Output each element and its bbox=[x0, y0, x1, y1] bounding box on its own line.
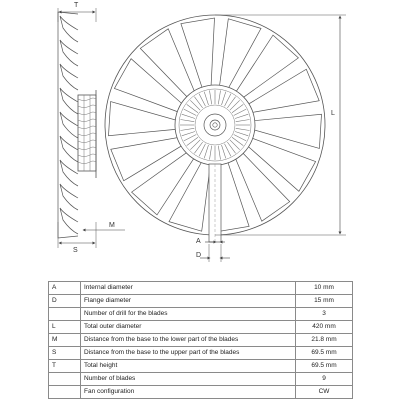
table-row bbox=[49, 295, 353, 308]
spec-symbol: T bbox=[49, 360, 81, 373]
side-blade-profile bbox=[60, 136, 78, 162]
spec-symbol: D bbox=[49, 295, 81, 308]
hub-ridge bbox=[78, 98, 96, 101]
spec-symbol: A bbox=[49, 282, 81, 295]
spec-description: Number of drill for the blades bbox=[81, 308, 296, 321]
specifications-table bbox=[48, 281, 353, 399]
spec-value: CW bbox=[296, 386, 353, 399]
spec-description: Flange diameter bbox=[81, 295, 296, 308]
dimension-S bbox=[58, 222, 96, 254]
side-blade-profile bbox=[60, 160, 78, 186]
spec-description: Total height bbox=[81, 360, 296, 373]
spec-symbol: S bbox=[49, 347, 81, 360]
table-row bbox=[49, 347, 353, 360]
side-blade-profile bbox=[60, 88, 78, 114]
spec-value: 9 bbox=[296, 373, 353, 386]
spec-symbol bbox=[49, 373, 81, 386]
spec-value: 10 mm bbox=[296, 282, 353, 295]
dimension-D-label: D bbox=[196, 252, 202, 259]
spec-description: Internal diameter bbox=[81, 282, 296, 295]
table-row bbox=[49, 373, 353, 386]
spec-description: Distance from the base to the upper part of the blades bbox=[81, 347, 296, 360]
spec-symbol: M bbox=[49, 334, 81, 347]
spec-description: Total outer diameter bbox=[81, 321, 296, 334]
spec-description: Number of blades bbox=[81, 373, 296, 386]
spec-symbol bbox=[49, 308, 81, 321]
dimension-T bbox=[58, 2, 96, 22]
dimension-M bbox=[84, 222, 125, 230]
hub-ridge bbox=[78, 161, 96, 164]
center-bore bbox=[210, 120, 220, 130]
table-row bbox=[49, 386, 353, 399]
spec-value: 69.5 mm bbox=[296, 347, 353, 360]
side-blade-profile bbox=[60, 184, 78, 210]
spec-value: 420 mm bbox=[296, 321, 353, 334]
side-blade-profile bbox=[60, 40, 78, 66]
hub-ridge bbox=[78, 112, 96, 115]
hub-ridge bbox=[78, 119, 96, 122]
dimension-D bbox=[196, 244, 230, 262]
dimension-S-label: S bbox=[73, 247, 78, 254]
hub-ridge bbox=[78, 140, 96, 143]
table-row bbox=[49, 360, 353, 373]
spec-value: 69.5 mm bbox=[296, 360, 353, 373]
spec-value: 15 mm bbox=[296, 295, 353, 308]
side-view-hub-ridges bbox=[78, 98, 96, 164]
dimension-A-label: A bbox=[196, 238, 201, 245]
spec-symbol bbox=[49, 386, 81, 399]
side-blade-profile bbox=[60, 208, 78, 234]
hub-ridge bbox=[78, 133, 96, 136]
hub-ridge bbox=[78, 126, 96, 129]
side-blade-profile bbox=[60, 64, 78, 90]
spec-value: 21.8 mm bbox=[296, 334, 353, 347]
table-row bbox=[49, 334, 353, 347]
side-blade-profile bbox=[60, 16, 78, 42]
front-view bbox=[105, 15, 325, 242]
dimension-M-label: M bbox=[109, 222, 115, 229]
table-row bbox=[49, 308, 353, 321]
table-row bbox=[49, 282, 353, 295]
side-blade-profile bbox=[60, 112, 78, 138]
hub-ridge bbox=[78, 154, 96, 157]
side-view-blades bbox=[58, 12, 78, 238]
hub-ridge bbox=[78, 147, 96, 150]
spec-symbol: L bbox=[49, 321, 81, 334]
side-view-outline bbox=[58, 12, 78, 238]
table-row bbox=[49, 321, 353, 334]
hub-ridge bbox=[78, 105, 96, 108]
side-view bbox=[58, 12, 96, 238]
dimension-T-label: T bbox=[74, 2, 79, 9]
spec-description: Fan configuration bbox=[81, 386, 296, 399]
spec-value: 3 bbox=[296, 308, 353, 321]
dimension-L-label: L bbox=[331, 110, 335, 117]
spec-description: Distance from the base to the lower part of the blades bbox=[81, 334, 296, 347]
